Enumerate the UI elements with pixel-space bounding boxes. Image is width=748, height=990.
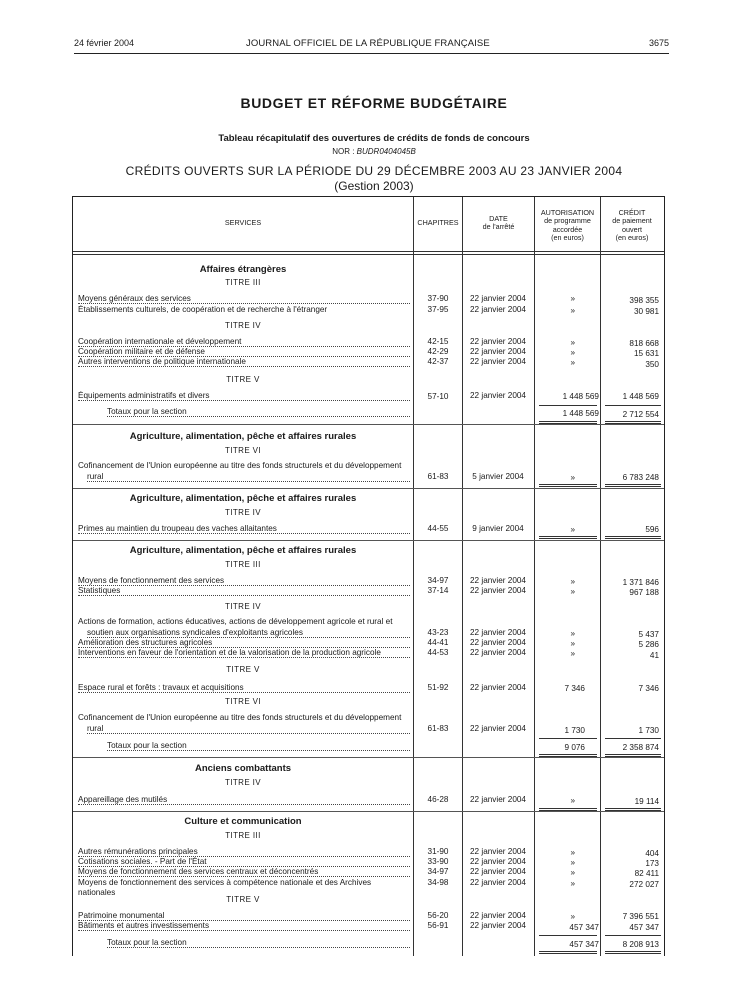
header-services: SERVICES: [224, 218, 262, 227]
cp-cell: 7 346: [638, 684, 659, 693]
leader-dots: [78, 921, 410, 931]
ap-cell: »: [570, 912, 575, 921]
service-text: Cotisations sociales. - Part de l'État: [78, 857, 207, 866]
ministry-heading: Affaires étrangères: [199, 264, 287, 275]
service-label: [78, 305, 410, 315]
date-cell: 22 janvier 2004: [470, 857, 526, 866]
total-rule: [539, 935, 597, 936]
ap-cell: »: [570, 868, 575, 877]
header-cp-line: ouvert: [622, 224, 642, 234]
service-text: Coopération militaire et de défense: [78, 347, 205, 356]
leader-dots: [107, 938, 410, 948]
leader-dots: [78, 638, 410, 648]
section-separator: [73, 488, 664, 489]
ministry-heading: Agriculture, alimentation, pêche et affaires rurales: [129, 545, 357, 556]
total-rule: [605, 405, 661, 406]
titre-label: TITRE III: [225, 278, 261, 287]
total-double-rule: [539, 484, 597, 487]
ap-cell: »: [570, 348, 575, 357]
service-text: Moyens de fonctionnement des services: [78, 576, 225, 585]
service-text: Moyens de fonctionnement des services à compétence nationale et des Archives nationales: [78, 878, 372, 898]
cp-cell: 596: [645, 525, 659, 534]
date-cell: 22 janvier 2004: [470, 795, 526, 804]
nor-label: NOR :: [332, 147, 355, 156]
ap-cell: 457 347: [569, 923, 599, 932]
total-cp: 8 208 913: [622, 940, 659, 949]
cp-cell: 1 730: [638, 726, 659, 735]
chapitre-cell: 42-15: [427, 337, 449, 346]
service-label: [78, 461, 410, 471]
date-cell: 22 janvier 2004: [470, 305, 526, 314]
header-credit: [601, 209, 663, 243]
service-text: Appareillage des mutilés: [78, 795, 168, 804]
ap-cell: 7 346: [564, 684, 585, 693]
header-cp-line: (en euros): [615, 233, 649, 243]
leader-dots: [87, 472, 410, 482]
cp-cell: 272 027: [629, 880, 659, 889]
cp-cell: 5 437: [638, 630, 659, 639]
total-ap: 457 347: [569, 940, 599, 949]
service-text: Équipements administratifs et divers: [78, 391, 210, 400]
chapitre-cell: 61-83: [427, 724, 449, 733]
ap-cell: »: [570, 525, 575, 534]
chapitre-cell: 33-90: [427, 857, 449, 866]
total-text: Totaux pour la section: [107, 407, 187, 416]
date-cell: 22 janvier 2004: [470, 683, 526, 692]
header-autorisation: [535, 209, 600, 243]
header-ap-line: de programme: [544, 216, 591, 226]
total-rule: [605, 935, 661, 936]
titre-label: TITRE III: [225, 560, 261, 569]
ap-cell: 1 448 569: [562, 392, 599, 401]
cp-cell: 5 286: [638, 640, 659, 649]
chapitre-cell: 34-98: [427, 878, 449, 887]
ap-cell: »: [570, 796, 575, 805]
titre-label: TITRE IV: [224, 778, 262, 787]
service-label: [78, 617, 410, 627]
leader-dots: [78, 683, 410, 693]
service-text: Primes au maintien du troupeau des vaches allaitantes: [78, 524, 277, 533]
section-separator: [73, 757, 664, 758]
service-text: Patrimoine monumental: [78, 911, 165, 920]
section-separator: [73, 811, 664, 812]
total-double-rule: [605, 951, 661, 954]
cp-cell: 967 188: [629, 588, 659, 597]
ap-cell: »: [570, 587, 575, 596]
cp-cell: 457 347: [629, 923, 659, 932]
chapitre-cell: 37-95: [427, 305, 449, 314]
ap-cell: »: [570, 338, 575, 347]
cp-cell: 7 396 551: [622, 912, 659, 921]
cp-cell: 173: [645, 859, 659, 868]
cp-cell: 350: [645, 360, 659, 369]
cp-cell: 818 668: [629, 339, 659, 348]
titre-label: TITRE V: [226, 665, 260, 674]
titre-label: TITRE V: [226, 895, 260, 904]
leader-dots: [78, 294, 410, 304]
ap-cell: »: [570, 306, 575, 315]
leader-dots: [78, 391, 410, 401]
service-label: [78, 713, 410, 723]
total-rule: [539, 738, 597, 739]
date-cell: 22 janvier 2004: [470, 294, 526, 303]
chapitre-cell: 56-20: [427, 911, 449, 920]
ap-cell: »: [570, 473, 575, 482]
document-subtitle: Tableau récapitulatif des ouvertures de crédits de fonds de concours: [218, 133, 530, 144]
section-separator: [73, 540, 664, 541]
ap-cell: »: [570, 879, 575, 888]
header-ap-line: (en euros): [551, 233, 584, 243]
date-cell: 22 janvier 2004: [470, 628, 526, 637]
leader-dots: [78, 337, 410, 347]
journal-title: JOURNAL OFFICIEL DE LA RÉPUBLIQUE FRANÇAISE: [246, 38, 490, 49]
header-cp-line: CRÉDIT: [618, 208, 646, 217]
ap-cell: 1 730: [564, 726, 585, 735]
date-cell: 22 janvier 2004: [470, 724, 526, 733]
header-cp-line: de paiement: [612, 216, 652, 226]
chapitre-cell: 56-91: [427, 921, 449, 930]
cp-cell: 1 371 846: [622, 578, 659, 587]
ap-cell: »: [570, 358, 575, 367]
cp-cell: 30 981: [633, 307, 659, 316]
chapitre-cell: 42-29: [427, 347, 449, 356]
service-text: Amélioration des structures agricoles: [78, 638, 213, 647]
column-divider: [413, 197, 414, 956]
header-date-line: DATE: [489, 214, 508, 223]
chapitre-cell: 46-28: [427, 795, 449, 804]
section-separator: [73, 424, 664, 425]
date-cell: 22 janvier 2004: [470, 576, 526, 585]
ministry-heading: Anciens combattants: [194, 763, 292, 774]
leader-dots: [107, 741, 410, 751]
total-text: Totaux pour la section: [107, 741, 187, 750]
leader-dots: [78, 586, 410, 596]
service-text: Autres rémunérations principales: [78, 847, 198, 856]
chapitre-cell: 57-10: [427, 392, 449, 401]
date-cell: 22 janvier 2004: [470, 391, 526, 400]
ministry-heading: Agriculture, alimentation, pêche et affaires rurales: [129, 493, 357, 504]
chapitre-cell: 61-83: [427, 472, 449, 481]
chapitre-cell: 34-97: [427, 576, 449, 585]
date-cell: 22 janvier 2004: [470, 648, 526, 657]
total-text: Totaux pour la section: [107, 938, 187, 947]
leader-dots: [78, 795, 410, 805]
leader-dots: [78, 576, 410, 586]
titre-label: TITRE VI: [224, 697, 262, 706]
period-title: CRÉDITS OUVERTS SUR LA PÉRIODE DU 29 DÉCEMBRE 2003 AU 23 JANVIER 2004: [125, 164, 623, 178]
header-bottom-rule: [73, 251, 664, 252]
ap-cell: »: [570, 858, 575, 867]
leader-dots: [78, 648, 410, 658]
cp-cell: 1 448 569: [622, 392, 659, 401]
chapitre-cell: 44-55: [427, 524, 449, 533]
ap-cell: »: [570, 848, 575, 857]
total-double-rule: [539, 951, 597, 954]
header-bottom-rule: [73, 254, 664, 255]
service-text: soutien aux organisations syndicales d'exploitants agricoles: [87, 628, 303, 637]
ap-cell: »: [570, 649, 575, 658]
cp-cell: 6 783 248: [622, 473, 659, 482]
service-text: Coopération internationale et développement: [78, 337, 242, 346]
total-ap: 9 076: [564, 743, 585, 752]
service-text: Actions de formation, actions éducatives, actions de développement agricole et rural et: [78, 617, 393, 626]
service-text: Moyens de fonctionnement des services centraux et déconcentrés: [78, 867, 319, 876]
total-double-rule: [605, 484, 661, 487]
leader-dots: [78, 524, 410, 534]
leader-dots: [78, 911, 410, 921]
date-cell: 22 janvier 2004: [470, 867, 526, 876]
chapitre-cell: 37-90: [427, 294, 449, 303]
ministry-heading: Agriculture, alimentation, pêche et affaires rurales: [129, 431, 357, 442]
service-text: Cofinancement de l'Union européenne au titre des fonds structurels et du développement: [78, 713, 402, 722]
credits-table: [72, 196, 665, 956]
chapitre-cell: 34-97: [427, 867, 449, 876]
titre-label: TITRE VI: [224, 446, 262, 455]
header-date: 24 février 2004: [74, 38, 135, 48]
date-cell: 22 janvier 2004: [470, 337, 526, 346]
nor-reference: [0, 147, 748, 156]
cp-cell: 82 411: [634, 869, 659, 878]
leader-dots: [87, 628, 410, 638]
header-ap-line: AUTORISATION: [540, 208, 595, 217]
page-header: [74, 38, 669, 52]
total-cp: 2 358 874: [622, 743, 659, 752]
date-cell: 22 janvier 2004: [470, 638, 526, 647]
leader-dots: [78, 867, 410, 877]
cp-cell: 41: [649, 651, 659, 660]
chapitre-cell: 51-92: [427, 683, 449, 692]
total-cp: 2 712 554: [622, 410, 659, 419]
leader-dots: [78, 847, 410, 857]
date-cell: 9 janvier 2004: [472, 524, 524, 533]
chapitre-cell: 37-14: [427, 586, 449, 595]
date-cell: 22 janvier 2004: [470, 357, 526, 366]
cp-cell: 404: [645, 849, 659, 858]
service-text: Espace rural et forêts : travaux et acquisitions: [78, 683, 244, 692]
total-rule: [539, 405, 597, 406]
cp-cell: 19 114: [634, 797, 659, 806]
service-text: Cofinancement de l'Union européenne au titre des fonds structurels et du développement: [78, 461, 402, 470]
service-text: Statistiques: [78, 586, 121, 595]
chapitre-cell: 31-90: [427, 847, 449, 856]
titre-label: TITRE V: [226, 375, 260, 384]
ministry-heading: Culture et communication: [184, 816, 302, 827]
titre-label: TITRE IV: [224, 321, 262, 330]
leader-dots: [78, 347, 410, 357]
service-text: rural: [87, 724, 104, 733]
cp-cell: 15 631: [633, 349, 659, 358]
chapitre-cell: 44-41: [427, 638, 449, 647]
total-double-rule: [539, 536, 597, 539]
titre-label: TITRE IV: [224, 508, 262, 517]
header-rule: [74, 53, 669, 54]
date-cell: 22 janvier 2004: [470, 586, 526, 595]
service-text: Établissements culturels, de coopération et de recherche à l'étranger: [78, 305, 328, 314]
total-double-rule: [605, 536, 661, 539]
header-chapitres: CHAPITRES: [417, 218, 459, 227]
date-cell: 22 janvier 2004: [470, 911, 526, 920]
leader-dots: [87, 724, 410, 734]
date-cell: 5 janvier 2004: [472, 472, 524, 481]
leader-dots: [78, 357, 410, 367]
chapitre-cell: 43-23: [427, 628, 449, 637]
titre-label: TITRE IV: [224, 602, 262, 611]
page-number: 3675: [648, 38, 669, 48]
date-cell: 22 janvier 2004: [470, 347, 526, 356]
gestion-label: (Gestion 2003): [334, 179, 414, 193]
cp-cell: 398 355: [629, 296, 659, 305]
date-cell: 22 janvier 2004: [470, 921, 526, 930]
chapitre-cell: 44-53: [427, 648, 449, 657]
service-text: Bâtiments et autres investissements: [78, 921, 210, 930]
chapitre-cell: 42-37: [427, 357, 449, 366]
nor-code: BUDR0404045B: [356, 147, 416, 156]
date-cell: 22 janvier 2004: [470, 878, 526, 887]
header-date-line: de l'arrêté: [482, 222, 515, 232]
ap-cell: »: [570, 294, 575, 303]
ap-cell: »: [570, 629, 575, 638]
section-title: BUDGET ET RÉFORME BUDGÉTAIRE: [240, 95, 508, 111]
leader-dots: [107, 407, 410, 417]
date-cell: 22 janvier 2004: [470, 847, 526, 856]
total-rule: [605, 738, 661, 739]
service-text: rural: [87, 472, 104, 481]
ap-cell: »: [570, 639, 575, 648]
service-text: Autres interventions de politique internationale: [78, 357, 246, 366]
service-text: Interventions en faveur de l'orientation et de la valorisation de la production agricole: [78, 648, 381, 657]
total-ap: 1 448 569: [562, 409, 599, 418]
header-ap-line: accordée: [552, 224, 583, 234]
header-date: [463, 215, 534, 232]
ap-cell: »: [570, 577, 575, 586]
leader-dots: [78, 857, 410, 867]
titre-label: TITRE III: [225, 831, 261, 840]
service-text: Moyens généraux des services: [78, 294, 191, 303]
